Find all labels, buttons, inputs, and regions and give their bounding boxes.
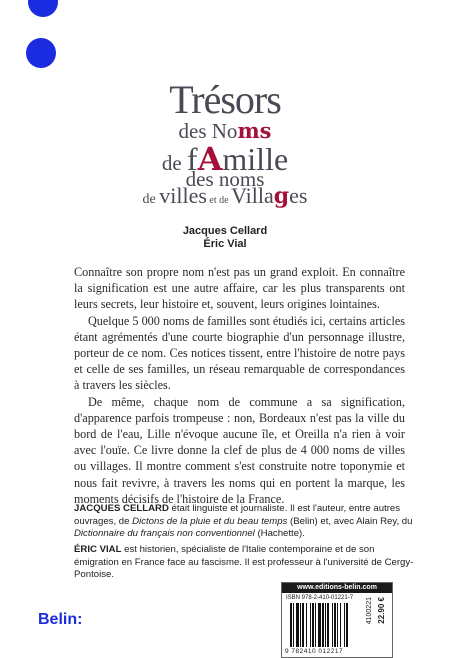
bio-text: (Belin) et, avec Alain Rey, du — [287, 515, 413, 527]
title-no: No — [211, 119, 238, 143]
barcode-digits: 9 782410 012217 — [285, 648, 344, 655]
book-title: Dictionnaire du français non conventionnel — [74, 528, 255, 540]
title-line-des-noms-2: des noms — [185, 167, 265, 191]
title-ornament-a: A — [197, 140, 223, 178]
title-ornament-ms: ms — [237, 118, 272, 143]
title-mille: mille — [222, 141, 289, 177]
publisher-url: www.editions-belin.com — [282, 583, 392, 593]
author-vial: Éric Vial — [203, 238, 247, 250]
title-villa: Villa — [231, 183, 274, 208]
title-line-tresors: Trésors — [169, 77, 281, 122]
blue-dot-top — [28, 0, 58, 17]
paragraph-3: De même, chaque nom de commune a sa signification, d'apparence parfois trompeuse : non, Bordeaux n'est pas la ville du bord de l'eau, Lille n'évoque aucune île, et Oreilla n'a rien à voir avec l'ouïe. Ce livre donne la clef de plus de 4 000 noms de villes ou villages. Il montre comment s'est construite notre toponymie et nous fait revivre, à travers les noms qui en portent la marque, les moments décisifs de l'histoire de la France. — [74, 394, 405, 506]
bio-vial — [74, 544, 414, 582]
barcode-icon — [290, 603, 362, 647]
isbn: ISBN 978-2-410-01221-7 — [286, 595, 354, 601]
bio-text: était linguiste et journaliste. Il est l'auteur, entre autres ouvrages, de — [74, 503, 401, 527]
book-title: Dictons de la pluie et du beau temps — [132, 515, 288, 527]
title-et-de: et de — [206, 195, 232, 206]
product-code: 4100221 — [366, 597, 373, 625]
title-villes: villes — [159, 183, 207, 208]
publisher-logo: Belin: — [38, 611, 83, 628]
title-de: de — [161, 151, 187, 175]
bio-text: (Hachette). — [254, 528, 305, 540]
bio-name-vial: ÉRIC VIAL — [74, 544, 122, 555]
barcode-box — [281, 582, 393, 658]
description — [74, 264, 405, 507]
title-f: f — [186, 141, 198, 177]
title-ornament-g: g — [273, 183, 290, 209]
paragraph-1: Connaître son propre nom n'est pas un grand exploit. En connaître la signification est une autre affaire, car les plus transparents ont leurs secrets, leur histoire et, souvent, leurs origines lointaines. — [74, 265, 405, 312]
author-cellard: Jacques Cellard — [182, 225, 268, 237]
title-des: des — [178, 119, 212, 143]
price: 22.90 € — [377, 597, 386, 624]
bio-cellard — [74, 503, 414, 541]
title-es: es — [289, 183, 308, 208]
authors — [0, 225, 450, 251]
title-de-2: de — [142, 192, 160, 207]
bio-name-cellard: JACQUES CELLARD — [74, 503, 169, 514]
bio-text: est historien, spécialiste de l'Italie contemporaine et de son émigration en France face au fascisme. Il est professeur à l'université de Cergy-Pontoise. — [74, 544, 414, 581]
paragraph-2: Quelque 5 000 noms de familles sont étudiés ici, certains articles étant agrémentés d'une courte biographie d'un personnage illustre, porteur de ce nom. Ces notices tissent, entre l'histoire de notre pays et celle de ses familles, un réseau remarquable de correspondances à travers les siècles. — [74, 313, 405, 393]
title-line-villes-villages — [0, 183, 450, 209]
blue-dot — [26, 38, 56, 68]
